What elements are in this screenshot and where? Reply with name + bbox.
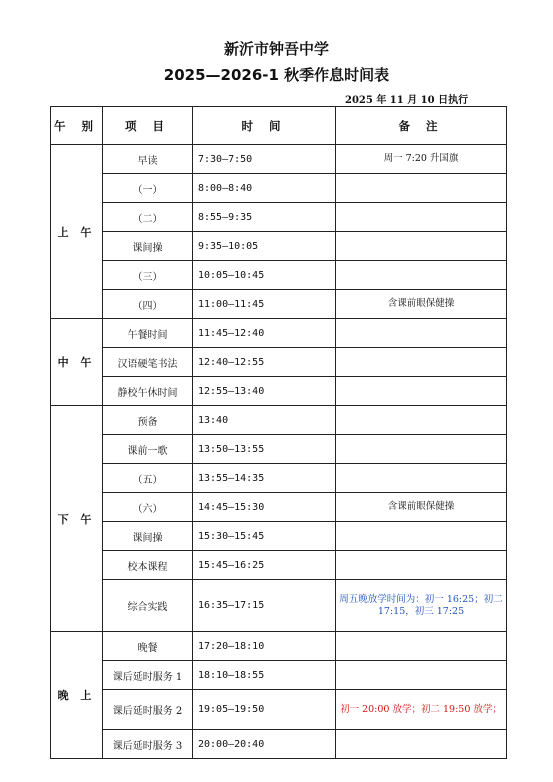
table-row xyxy=(51,580,507,632)
table-row xyxy=(51,522,507,551)
table-header-row xyxy=(51,107,507,145)
row-note-dismissal: 初一 20:00 放学；初二 19:50 放学； xyxy=(336,690,507,730)
header-item: 项 目 xyxy=(103,107,193,145)
row-item: 课后延时服务 1 xyxy=(103,661,193,690)
row-item: 课间操 xyxy=(103,232,193,261)
table-row xyxy=(51,661,507,690)
row-item: 晚餐 xyxy=(103,632,193,661)
row-item: 课前一歌 xyxy=(103,435,193,464)
row-time: 9:35—10:05 xyxy=(193,232,336,261)
row-time: 17:20—18:10 xyxy=(193,632,336,661)
row-time: 13:50—13:55 xyxy=(193,435,336,464)
row-item: （六） xyxy=(103,493,193,522)
row-time: 8:00—8:40 xyxy=(193,174,336,203)
row-time: 14:45—15:30 xyxy=(193,493,336,522)
school-name: 新沂市钟吾中学 xyxy=(223,40,329,58)
row-note xyxy=(336,551,507,580)
row-note xyxy=(336,522,507,551)
schedule-title: 2025—2026-1 秋季作息时间表 xyxy=(163,66,390,84)
schedule-table xyxy=(50,106,507,759)
row-time: 11:45—12:40 xyxy=(193,319,336,348)
table-row xyxy=(51,551,507,580)
row-note: 周一 7:20 升国旗 xyxy=(336,145,507,174)
execution-date: 2025 年 11 月 10 日执行 xyxy=(345,95,469,106)
row-item: （三） xyxy=(103,261,193,290)
table-row xyxy=(51,435,507,464)
table-row xyxy=(51,145,507,174)
row-time: 16:35—17:15 xyxy=(193,580,336,632)
row-item: 校本课程 xyxy=(103,551,193,580)
row-item: 课间操 xyxy=(103,522,193,551)
row-item: 午餐时间 xyxy=(103,319,193,348)
header-time: 时 间 xyxy=(193,107,336,145)
table-row xyxy=(51,464,507,493)
row-note xyxy=(336,730,507,759)
table-row xyxy=(51,377,507,406)
table-row xyxy=(51,290,507,319)
row-time: 18:10—18:55 xyxy=(193,661,336,690)
row-time: 11:00—11:45 xyxy=(193,290,336,319)
row-note xyxy=(336,232,507,261)
row-time: 13:55—14:35 xyxy=(193,464,336,493)
row-note xyxy=(336,377,507,406)
table-row xyxy=(51,690,507,730)
row-note xyxy=(336,203,507,232)
header-note: 备 注 xyxy=(336,107,507,145)
row-time: 12:55—13:40 xyxy=(193,377,336,406)
table-row xyxy=(51,203,507,232)
row-note-friday: 周五晚放学时间为：初一 16:25；初二 17:15，初三 17:25 xyxy=(336,580,507,632)
row-note xyxy=(336,406,507,435)
row-time: 19:05—19:50 xyxy=(193,690,336,730)
table-row xyxy=(51,730,507,759)
segment-morning: 上 午 xyxy=(51,145,103,319)
row-item: 早读 xyxy=(103,145,193,174)
row-note: 含课前眼保健操 xyxy=(336,290,507,319)
header-period: 午 别 xyxy=(51,107,103,145)
row-note xyxy=(336,661,507,690)
row-note xyxy=(336,464,507,493)
row-note: 含课前眼保健操 xyxy=(336,493,507,522)
table-row xyxy=(51,406,507,435)
row-time: 20:00—20:40 xyxy=(193,730,336,759)
row-item: （五） xyxy=(103,464,193,493)
row-item: 预备 xyxy=(103,406,193,435)
row-time: 13:40 xyxy=(193,406,336,435)
row-time: 12:40—12:55 xyxy=(193,348,336,377)
row-note xyxy=(336,348,507,377)
row-item: 课后延时服务 3 xyxy=(103,730,193,759)
row-time: 15:30—15:45 xyxy=(193,522,336,551)
row-note xyxy=(336,632,507,661)
segment-evening: 晚 上 xyxy=(51,632,103,759)
table-row xyxy=(51,319,507,348)
segment-noon: 中 午 xyxy=(51,319,103,406)
table-row xyxy=(51,174,507,203)
row-time: 7:30—7:50 xyxy=(193,145,336,174)
row-note xyxy=(336,261,507,290)
row-note xyxy=(336,174,507,203)
row-note xyxy=(336,435,507,464)
row-item: 课后延时服务 2 xyxy=(103,690,193,730)
row-item: 静校午休时间 xyxy=(103,377,193,406)
row-item: （四） xyxy=(103,290,193,319)
table-row xyxy=(51,493,507,522)
row-item: 综合实践 xyxy=(103,580,193,632)
row-time: 8:55—9:35 xyxy=(193,203,336,232)
table-row xyxy=(51,261,507,290)
row-item: （二） xyxy=(103,203,193,232)
segment-afternoon: 下 午 xyxy=(51,406,103,632)
table-row xyxy=(51,232,507,261)
row-item: （一） xyxy=(103,174,193,203)
row-time: 15:45—16:25 xyxy=(193,551,336,580)
table-row xyxy=(51,348,507,377)
row-item: 汉语硬笔书法 xyxy=(103,348,193,377)
row-time: 10:05—10:45 xyxy=(193,261,336,290)
table-row xyxy=(51,632,507,661)
row-note xyxy=(336,319,507,348)
